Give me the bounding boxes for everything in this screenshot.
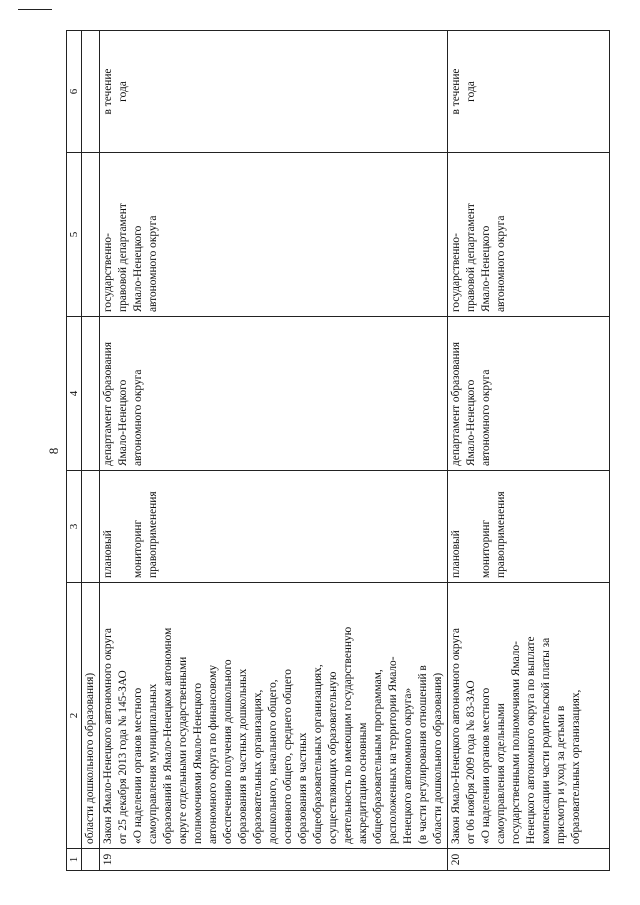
- text-line: образовательных организациях,: [570, 689, 582, 844]
- text-line: государственными полномочиями Ямало-: [510, 641, 522, 844]
- text-line: общеобразовательных организациях,: [312, 664, 324, 844]
- text-line: аккредитацию основным: [357, 722, 369, 844]
- table-row: [100, 31, 448, 871]
- co-executor-cell: [448, 153, 610, 317]
- continuation-cell-6: [82, 31, 100, 153]
- monitoring-plan-table: [66, 30, 610, 871]
- monitoring-line-1: мониторинг: [480, 519, 492, 578]
- text-line: от 25 декабря 2013 года № 145-ЗАО: [117, 670, 129, 844]
- legal-act-cell: [100, 583, 448, 849]
- text-line: Закон Ямало-Ненецкого автономного округа: [450, 628, 462, 844]
- text-line: государственно-: [102, 233, 114, 312]
- deadline-text: [449, 35, 479, 148]
- column-number-3: 3: [67, 471, 82, 583]
- co-executor-text: [101, 157, 161, 312]
- text-line: «О наделении органов местного: [480, 687, 492, 844]
- text-line: в течение: [102, 68, 114, 115]
- responsible-body-cell: [100, 317, 448, 471]
- text-line: департамент образования: [450, 342, 462, 466]
- text-line: автономного округа: [132, 369, 144, 466]
- table-row: [448, 31, 610, 871]
- co-executor-cell: [100, 153, 448, 317]
- deadline-cell: [448, 31, 610, 153]
- text-line: Ямало-Ненецкого: [132, 225, 144, 312]
- monitoring-type-cell: [100, 471, 448, 583]
- responsible-body-text: [449, 321, 494, 466]
- text-line: основного общего, среднего общего: [282, 669, 294, 844]
- text-line: самоуправления отдельными: [495, 703, 507, 844]
- text-line: образований в Ямало-Ненецком автономном: [162, 627, 174, 844]
- continuation-row: [82, 31, 100, 871]
- column-number-row: [67, 31, 82, 871]
- text-line: Закон Ямало-Ненецкого автономного округа: [102, 628, 114, 844]
- column-number-1: 1: [67, 849, 82, 871]
- text-line: департамент образования: [102, 342, 114, 466]
- column-number-6: 6: [67, 31, 82, 153]
- monitoring-line-2: правоприменения: [495, 491, 507, 578]
- legal-act-text: [449, 587, 584, 844]
- text-line: государственно-: [450, 233, 462, 312]
- deadline-text: [101, 35, 131, 148]
- text-line: года: [465, 81, 477, 102]
- text-line: самоуправления муниципальных: [147, 683, 159, 844]
- text-line: области дошкольного образования): [432, 672, 444, 844]
- text-line: автономного округа: [147, 215, 159, 312]
- column-number-2: 2: [67, 583, 82, 849]
- text-line: деятельность по имеющим государственную: [342, 626, 354, 844]
- continuation-cell-4: [82, 317, 100, 471]
- monitoring-kind: плановый: [102, 530, 114, 578]
- continuation-number-cell: [82, 849, 100, 871]
- corner-mark-line: [18, 9, 52, 10]
- rotated-page-content: [44, 31, 604, 871]
- column-number-5: 5: [67, 153, 82, 317]
- page-number: 8: [46, 447, 61, 455]
- monitoring-kind: плановый: [450, 530, 462, 578]
- text-line: Ямало-Ненецкого: [480, 225, 492, 312]
- row-number: 20: [448, 849, 610, 871]
- text-line: полномочиями Ямало-Ненецкого: [192, 682, 204, 844]
- text-line: года: [117, 81, 129, 102]
- text-line: (в части регулирования отношений в: [417, 665, 429, 844]
- monitoring-line-2: правоприменения: [147, 491, 159, 578]
- legal-act-text: [101, 587, 446, 844]
- continuation-cell-5: [82, 153, 100, 317]
- text-line: образовательных организациях,: [252, 689, 264, 844]
- text-line: «О наделении органов местного: [132, 687, 144, 844]
- monitoring-line-1: мониторинг: [132, 519, 144, 578]
- text-line: автономного округа по финансовому: [207, 664, 219, 844]
- text-line: правовой департамент: [117, 203, 129, 312]
- text-line: образования в частных: [297, 732, 309, 844]
- continuation-text: области дошкольного образования): [82, 583, 100, 849]
- text-line: Ямало-Ненецкого: [117, 379, 129, 466]
- text-line: в течение: [450, 68, 462, 115]
- row-number: 19: [100, 849, 448, 871]
- text-line: дошкольного, начального общего,: [267, 679, 279, 844]
- text-line: от 06 ноября 2009 года № 83-ЗАО: [465, 680, 477, 844]
- text-line: Ямало-Ненецкого: [465, 379, 477, 466]
- legal-act-cell: [448, 583, 610, 849]
- monitoring-type-cell: [448, 471, 610, 583]
- responsible-body-cell: [448, 317, 610, 471]
- text-line: автономного округа: [480, 369, 492, 466]
- text-line: образования в частных дошкольных: [237, 668, 249, 844]
- deadline-cell: [100, 31, 448, 153]
- co-executor-text: [449, 157, 509, 312]
- column-number-4: 4: [67, 317, 82, 471]
- text-line: правовой департамент: [465, 203, 477, 312]
- text-line: Ненецкого автономного округа по выплате: [525, 636, 537, 844]
- text-line: присмотр и уход за детьми в: [555, 705, 567, 844]
- responsible-body-text: [101, 321, 146, 466]
- text-line: обеспечению получения дошкольного: [222, 659, 234, 844]
- text-line: общеобразовательным программам,: [372, 669, 384, 844]
- text-line: Ненецкого автономного округа»: [402, 687, 414, 844]
- continuation-cell-3: [82, 471, 100, 583]
- text-line: автономного округа: [495, 215, 507, 312]
- text-line: расположенных на территории Ямало-: [387, 656, 399, 844]
- text-line: компенсации части родительской платы за: [540, 637, 552, 844]
- text-line: округе отдельными государственными: [177, 656, 189, 844]
- text-line: осуществляющих образовательную: [327, 671, 339, 844]
